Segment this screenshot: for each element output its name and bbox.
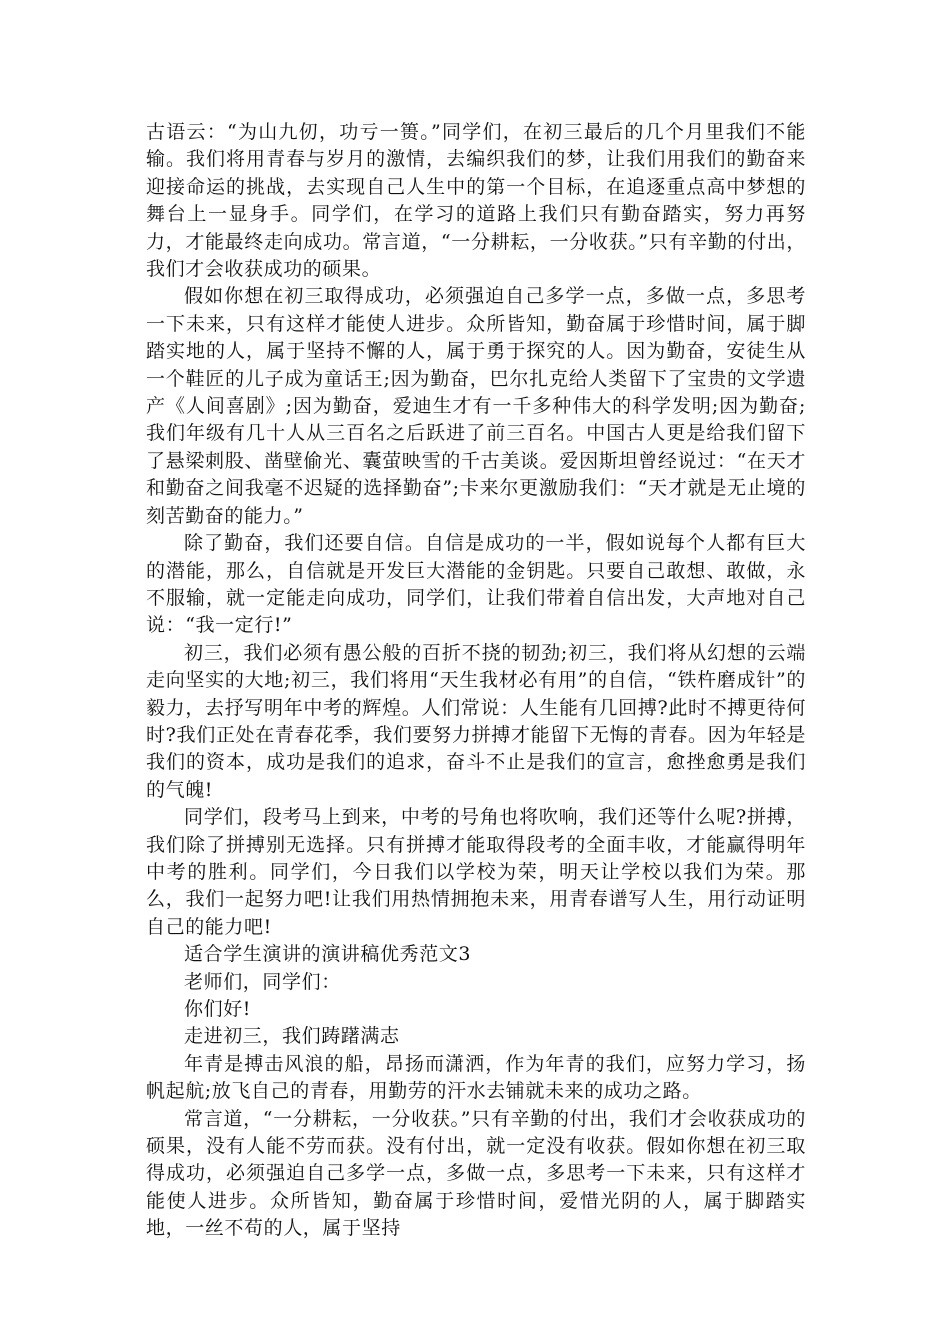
document-body <box>146 119 806 1243</box>
paragraph-6: 年青是搏击风浪的船，昂扬而潇洒，作为年青的我们，应努力学习，扬帆起航;放飞自己的青春，用勤劳的汗水去铺就未来的成功之路。 <box>146 1052 806 1103</box>
greeting: 你们好! <box>184 998 252 1020</box>
paragraph-5: 同学们，段考马上到来，中考的号角也将吹响，我们还等什么呢?拼搏，我们除了拼搏别无选择。只有拼搏才能取得段考的全面丰收，才能赢得明年中考的胜利。同学们，今日我们以学校为荣，明天让学校以我们为荣。那么，我们一起努力吧!让我们用热情拥抱未来，用青春谱写人生，用行动证明自己的能力吧! <box>146 806 806 938</box>
paragraph-2: 假如你想在初三取得成功，必须强迫自己多学一点，多做一点，多思考一下未来，只有这样才能使人进步。众所皆知，勤奋属于珍惜时间，属于脚踏实地的人，属于坚持不懈的人，属于勇于探究的人。因为勤奋，安徒生从一个鞋匠的儿子成为童话王;因为勤奋，巴尔扎克给人类留下了宝贵的文学遗产《人间喜剧》;因为勤奋，爱迪生才有一千多种伟大的科学发明;因为勤奋;我们年级有几十人从三百名之后跃进了前三百名。中国古人更是给我们留下了悬梁刺股、凿壁偷光、囊萤映雪的千古美谈。爱因斯坦曾经说过：“在天才和勤奋之间我毫不迟疑的选择勤奋”;卡来尔更激励我们：“天才就是无止境的刻苦勤奋的能力。” <box>146 285 806 527</box>
paragraph-1: 古语云：“为山九仞，功亏一篑。”同学们，在初三最后的几个月里我们不能输。我们将用青春与岁月的激情，去编织我们的梦，让我们用我们的勤奋来迎接命运的挑战，去实现自己人生中的第一个目标，在追逐重点高中梦想的舞台上一显身手。同学们，在学习的道路上我们只有勤奋踏实，努力再努力，才能最终走向成功。常言道，“一分耕耘，一分收获。”只有辛勤的付出，我们才会收获成功的硕果。 <box>146 121 806 281</box>
speech-heading: 走进初三，我们踌躇满志 <box>184 1025 400 1048</box>
paragraph-4: 初三，我们必须有愚公般的百折不挠的韧劲;初三，我们将从幻想的云端走向坚实的大地;初三，我们将用“天生我材必有用”的自信，“铁杵磨成针”的毅力，去抒写明年中考的辉煌。人们常说：人生能有几回搏?此时不搏更待何时?我们正处在青春花季，我们要努力拼搏才能留下无悔的青春。因为年轻是我们的资本，成功是我们的追求，奋斗不止是我们的宣言，愈挫愈勇是我们的气魄! <box>146 641 806 801</box>
section-title: 适合学生演讲的演讲稿优秀范文3 <box>184 943 472 966</box>
paragraph-3: 除了勤奋，我们还要自信。自信是成功的一半，假如说每个人都有巨大的潜能，那么，自信就是开发巨大潜能的金钥匙。只要自己敢想、敢做，永不服输，就一定能走向成功，同学们，让我们带着自信出发，大声地对自己说：“我一定行!” <box>146 532 806 637</box>
paragraph-7: 常言道，“一分耕耘，一分收获。”只有辛勤的付出，我们才会收获成功的硕果，没有人能不劳而获。没有付出，就一定没有收获。假如你想在初三取得成功，必须强迫自己多学一点，多做一点，多思考一下未来，只有这样才能使人进步。众所皆知，勤奋属于珍惜时间，爱惜光阴的人，属于脚踏实地，一丝不苟的人，属于坚持 <box>146 1107 806 1240</box>
salutation: 老师们，同学们： <box>184 970 341 993</box>
